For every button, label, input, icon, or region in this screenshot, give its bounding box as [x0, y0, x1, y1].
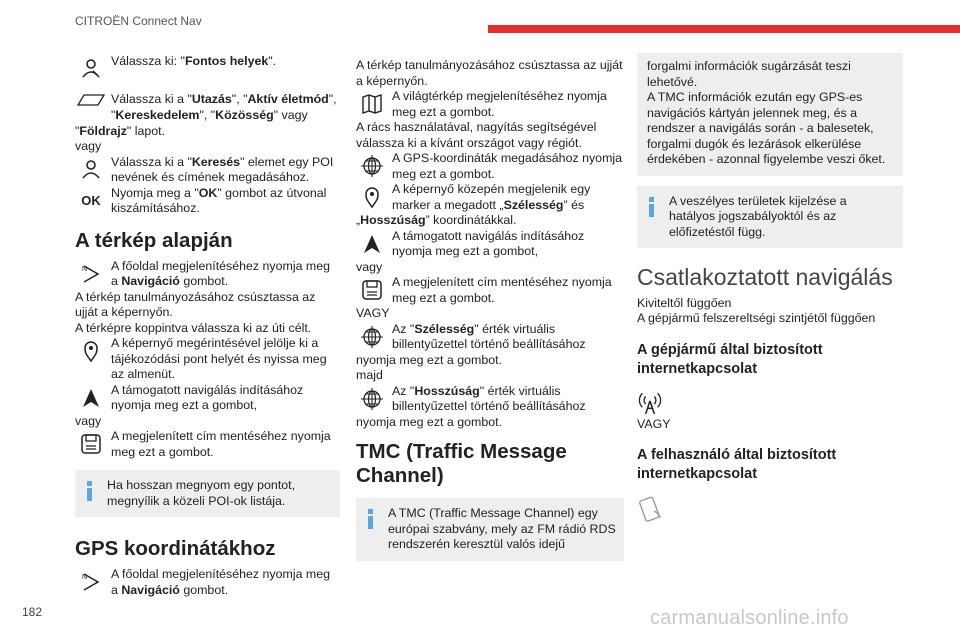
step-longitude: [356, 384, 624, 415]
column-2: [356, 58, 624, 561]
antenna-icon: [637, 389, 903, 417]
tmc-note: A TMC (Traffic Message Channel) egy európai szabvány, mely az FM rádió RDS rendszerén keresztül valós idejű: [356, 498, 624, 561]
heading-car-internet: A gépjármű által biztosított internetkapcsolat: [637, 341, 823, 377]
step-longitude-tail: nyomja meg ezt a gombot.: [356, 414, 503, 429]
column-3: [637, 53, 903, 529]
gps-text-2: A rács használatával, nagyítás segítségével válassza ki a kívánt országot vagy régiót.: [356, 120, 597, 150]
step-gps-coords: [356, 151, 624, 182]
or-caps-text: VAGY: [356, 306, 390, 320]
poi-search-icon: [75, 155, 107, 185]
gps-text-1: A térkép tanulmányozásához csúsztassa az ujját a képernyőn.: [356, 58, 623, 88]
step-map-start-text: A támogatott navigálás indításához nyomja meg ezt a gombot,: [111, 382, 304, 412]
step-marker-text: A képernyő közepén megjelenik egy marker a megadott „Szélesség” és: [392, 182, 591, 212]
step-world-map: [356, 89, 624, 120]
step-latitude-text: Az "Szélesség" érték virtuális billentyűzettel történő beállításához: [392, 321, 586, 351]
map-marker-icon: [75, 336, 107, 366]
step-gps-nav: [75, 567, 340, 598]
conn-text-2: A gépjármű felszereltségi szintjétől függően: [637, 311, 876, 325]
step-categories: [75, 92, 340, 108]
step-map-marker: [75, 336, 340, 383]
svg-text:N: N: [82, 265, 88, 273]
or-text-3: vagy: [356, 259, 383, 274]
heading-tmc: TMC (Traffic Message Channel): [356, 440, 567, 487]
step-map-nav-text: A főoldal megjelenítéséhez nyomja meg a Navigáció gombot.: [111, 258, 331, 288]
info-icon: [368, 509, 373, 529]
header-accent-bar: [488, 25, 960, 33]
step-search-text: Válassza ki a "Keresés" elemet egy POI nevének és címének megadásához.: [111, 154, 334, 184]
or-caps-text: VAGY: [637, 416, 671, 431]
step-gps-nav-text: A főoldal megjelenítéséhez nyomja meg a Navigáció gombot.: [111, 567, 331, 597]
step-ok-text: Nyomja meg a "OK" gombot az útvonal kiszámításához.: [111, 185, 327, 215]
step-gps-coords-text: A GPS-koordináták megadásához nyomja meg ezt a gombot.: [392, 151, 623, 181]
tab-shape-icon: [75, 92, 107, 108]
step-world-map-text: A világtérkép megjelenítéséhez nyomja meg ezt a gombot.: [392, 89, 607, 119]
step-start-text: A támogatott navigálás indításához nyomja meg ezt a gombot,: [392, 228, 585, 258]
start-navigation-icon: [75, 383, 107, 413]
step-longitude-text: Az "Hosszúság" érték virtuális billentyűzettel történő beállításához: [392, 383, 586, 413]
or-text-2: vagy: [75, 413, 102, 428]
step-poi: [75, 54, 340, 84]
heading-connected-nav: Csatlakoztatott navigálás: [637, 264, 893, 290]
step-map-start: [75, 383, 340, 414]
globe-icon: [356, 322, 388, 352]
danger-zone-note: A veszélyes területek kijelzése a hatályos jogszabályoktól és az előfizetéstől függ.: [637, 186, 903, 249]
navigation-icon: [75, 567, 107, 597]
step-map-save-text: A megjelenített cím mentéséhez nyomja meg ezt a gombot.: [111, 429, 331, 459]
map-marker-icon: [356, 182, 388, 212]
heading-user-internet: A felhasználó által biztosított internetkapcsolat: [637, 447, 837, 482]
step-map-nav: [75, 259, 340, 290]
step-search: [75, 155, 340, 186]
conn-text-1: Kiviteltől függően: [637, 295, 732, 310]
or-text: vagy: [75, 139, 102, 153]
step-poi-text: Válassza ki: "Fontos helyek".: [111, 54, 277, 68]
step-save: [356, 275, 624, 306]
world-map-icon: [356, 89, 388, 119]
step-marker-text-2: „Hosszúság” koordinátákkal.: [356, 213, 517, 227]
then-text: majd: [356, 368, 383, 382]
save-icon: [75, 429, 107, 459]
globe-icon: [356, 151, 388, 181]
step-map-save: [75, 429, 340, 460]
step-save-text: A megjelenített cím mentéséhez nyomja meg ezt a gombot.: [392, 275, 612, 305]
step-categories-line1: Válassza ki a "Utazás", "Aktív életmód",: [111, 92, 337, 106]
info-icon: [649, 197, 654, 217]
step-latitude-tail: nyomja meg ezt a gombot.: [356, 352, 503, 367]
page-number: 182: [22, 605, 43, 619]
watermark: carmanualsonline.info: [650, 607, 849, 629]
poi-person-icon: [75, 54, 107, 84]
step-start: [356, 229, 624, 260]
step-marker: [356, 182, 624, 213]
start-navigation-icon: [356, 229, 388, 259]
header-title: CITROËN Connect Nav: [75, 14, 202, 28]
navigation-icon: [75, 259, 107, 289]
ok-icon: OK: [81, 192, 101, 208]
heading-map: A térkép alapján: [75, 228, 233, 252]
column-1: [75, 46, 340, 598]
step-ok: [75, 186, 340, 217]
globe-icon: [356, 384, 388, 414]
save-icon: [356, 275, 388, 305]
info-note: Ha hosszan megnyom egy pontot, megnyílik a közeli POI-ok listája.: [75, 470, 340, 517]
step-categories-line3: "Földrajz" lapot.: [75, 123, 166, 138]
step-map-marker-text: A képernyő megérintésével jelölje ki a tájékozódási pont helyét és nyissa meg az almenüt.: [111, 336, 327, 381]
step-categories-line2: "Kereskedelem", "Közösség" vagy: [111, 108, 308, 122]
smartphone-icon: [637, 494, 903, 529]
svg-text:N: N: [82, 574, 88, 581]
map-text-2: A térképre koppintva válassza ki az úti célt.: [75, 320, 312, 335]
map-text-1: A térkép tanulmányozásához csúsztassa az ujját a képernyőn.: [75, 289, 316, 319]
heading-gps: GPS koordinátákhoz: [75, 537, 276, 560]
step-latitude: [356, 322, 624, 353]
tmc-continued-box: forgalmi információk sugárzását teszi lehetővé. A TMC információk ezután egy GPS-es navigációs kártyán jelennek meg, és a rendszer a navigálás során - a balesetek, forgalmi dugók és lezárások elkerülése érdekében - azonnal figyelembe veszi őket.: [637, 53, 903, 176]
info-icon: [87, 481, 92, 501]
